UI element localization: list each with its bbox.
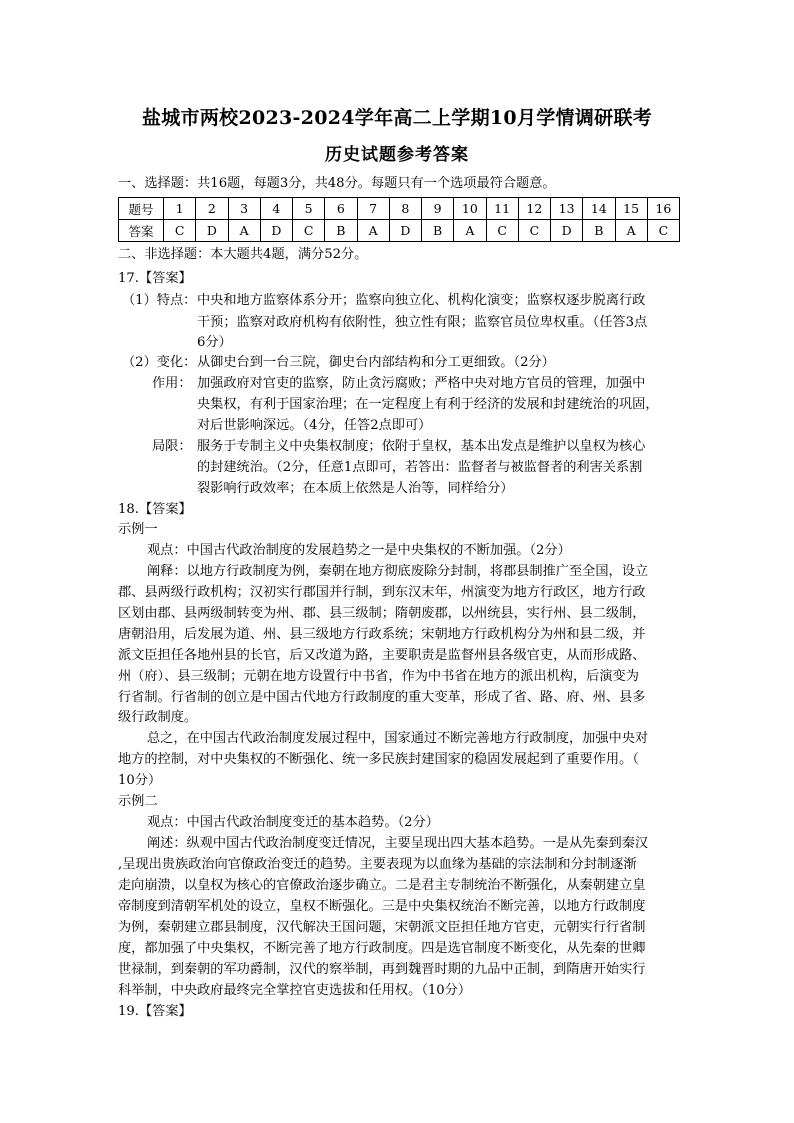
q17-part1-line: 干预；监察对政府机构有依附性，独立性有限；监察官员位卑权重。（任答3点: [197, 315, 648, 330]
question-number: 13: [551, 198, 583, 220]
q18-heading: 18.【答案】: [118, 502, 192, 517]
section-2-heading: 二、非选择题：本大题共4题，满分52分。: [118, 247, 368, 262]
answer-cell: B: [583, 220, 615, 242]
question-number: 14: [583, 198, 615, 220]
q18-example2-line: 度，都加强了中央集权，不断完善了地方行政制度。四是选官制度不断变化，从先秦的世卿: [118, 941, 646, 956]
q17-effect-line: 加强政府对官吏的监察，防止贪污腐败；严格中央对地方官员的管理，加强中: [197, 376, 646, 391]
table-row-label: 题号: [119, 198, 164, 220]
q18-example1-line: 州（府）、县三级制；元朝在地方设置行中书省，作为中书省在地方的派出机构，后演变为: [118, 669, 639, 684]
q18-example2-line: 帝制度到清朝军机处的设立，皇权不断强化。三是中央集权统治不断完善，以地方行政制度: [118, 899, 646, 914]
answer-cell: C: [647, 220, 679, 242]
question-number: 5: [293, 198, 325, 220]
answer-cell: A: [615, 220, 647, 242]
answer-cell: A: [357, 220, 389, 242]
q17-part2-line: 从御史台到一台三院，御史台内部结构和分工更细致。（2分）: [197, 355, 555, 370]
question-number: 11: [486, 198, 518, 220]
q18-example2-line: ,呈现出贵族政治向官僚政治变迁的趋势。主要表现为以血缘为基础的宗法制和分封制逐渐: [118, 857, 637, 872]
q17-limit-line: 裂影响行政效率；在本质上依然是人治等，同样给分）: [197, 481, 514, 496]
q18-example2-viewpoint: 观点：中国古代政治制度变迁的基本趋势。（2分）: [147, 815, 439, 830]
answer-cell: C: [486, 220, 518, 242]
answer-cell: D: [389, 220, 421, 242]
answer-cell: B: [422, 220, 454, 242]
q17-part1-line: 中央和地方监察体系分开；监察向独立化、机构化演变；监察权逐步脱离行政: [197, 293, 646, 308]
table-row-numbers: [119, 198, 680, 220]
q18-example1-line: 郡、县两级行政机构；汉初实行郡国并行制，到东汉末年，州演变为地方行政区，地方行政: [118, 585, 646, 600]
question-number: 2: [196, 198, 228, 220]
answer-cell: A: [454, 220, 486, 242]
q18-example1-summary-line: 总之，在中国古代政治制度发展过程中，国家通过不断完善地方行政制度，加强中央对: [147, 731, 649, 746]
question-number: 15: [615, 198, 647, 220]
q17-effect-label: 作用：: [152, 376, 192, 391]
question-number: 1: [164, 198, 196, 220]
q17-limit-label: 局限：: [152, 439, 192, 454]
q18-example1-line: 阐释：以地方行政制度为例，秦朝在地方彻底废除分封制，将郡县制推广至全国，设立: [147, 564, 649, 579]
q17-part1-label: （1）特点：: [122, 293, 197, 308]
answer-cell: B: [325, 220, 357, 242]
question-number: 8: [389, 198, 421, 220]
q18-example1-summary-line: 10分）: [118, 773, 162, 788]
section-1-heading: 一、选择题：共16题，每题3分，共48分。每题只有一个选项最符合题意。: [118, 176, 556, 191]
q18-example2-line: 科举制，中央政府最终完全掌控官吏选拔和任用权。（10分）: [118, 983, 472, 998]
q19-heading: 19.【答案】: [118, 1004, 192, 1019]
answer-table: [118, 197, 680, 242]
question-number: 16: [647, 198, 679, 220]
answer-cell: D: [260, 220, 292, 242]
answer-cell: D: [551, 220, 583, 242]
q18-example1-summary-line: 地方的控制，对中央集权的不断强化、统一多民族封建国家的稳固发展起到了重要作用。（: [118, 752, 639, 767]
question-number: 7: [357, 198, 389, 220]
q17-effect-line: 对后世影响深远。（4分，任答2点即可）: [197, 418, 432, 433]
q18-example2-line: 阐述：纵观中国古代政治制度变迁情况，主要呈现出四大基本趋势。一是从先秦到秦汉: [147, 836, 649, 851]
q18-example1-line: 级行政制度。: [118, 710, 198, 725]
answer-cell: C: [518, 220, 550, 242]
q18-example1-viewpoint: 观点：中国古代政治制度的发展趋势之一是中央集权的不断加强。（2分）: [147, 543, 571, 558]
answer-cell: D: [196, 220, 228, 242]
table-row-answers: [119, 220, 680, 242]
q18-example1-line: 唐朝沿用，后发展为道、州、县三级地方行政系统；宋朝地方行政机构分为州和县二级，并: [118, 627, 646, 642]
q18-example1-line: 行省制。行省制的创立是中国古代地方行政制度的重大变革，形成了省、路、府、州、县多: [118, 690, 646, 705]
q18-example1-line: 派文臣担任各地州县的长官，后又改道为路，主要职责是监督州县各级官吏，从而形成路、: [118, 648, 646, 663]
question-number: 12: [518, 198, 550, 220]
q17-part2-label: （2）变化：: [122, 355, 197, 370]
q17-part1-line: 6分）: [197, 335, 232, 350]
answer-cell: C: [293, 220, 325, 242]
question-number: 9: [422, 198, 454, 220]
q18-example2-line: 走向崩溃，以皇权为核心的官僚政治逐步确立。二是君主专制统治不断强化，从秦朝建立皇: [118, 878, 646, 893]
page-title: 盐城市两校2023-2024学年高二上学期10月学情调研联考: [141, 107, 653, 129]
q17-limit-line: 服务于专制主义中央集权制度；依附于皇权，基本出发点是维护以皇权为核心: [197, 439, 646, 454]
question-number: 6: [325, 198, 357, 220]
q18-example1-line: 区划由郡、县两级制转变为州、郡、县三级制；隋朝废郡，以州统县，实行州、县二级制，: [118, 606, 646, 621]
question-number: 4: [260, 198, 292, 220]
q18-example2-line: 为例，秦朝建立郡县制度，汉代解决王国问题，宋朝派文臣担任地方官吏，元朝实行行省制: [118, 920, 646, 935]
table-row-label: 答案: [119, 220, 164, 242]
answer-cell: A: [228, 220, 260, 242]
page-subtitle: 历史试题参考答案: [325, 145, 469, 165]
question-number: 3: [228, 198, 260, 220]
q17-limit-line: 的封建统治。（2分，任意1点即可，若答出：监督者与被监督者的利害关系割: [197, 460, 643, 475]
q18-example1-title: 示例一: [118, 522, 158, 537]
q18-example2-line: 世禄制，到秦朝的军功爵制，汉代的察举制，再到魏晋时期的九品中正制，到隋唐开始实行: [118, 962, 646, 977]
q17-heading: 17.【答案】: [118, 271, 192, 286]
q18-example2-title: 示例二: [118, 794, 158, 809]
question-number: 10: [454, 198, 486, 220]
answer-cell: C: [164, 220, 196, 242]
q17-effect-line: 央集权，有利于国家治理；在一定程度上有利于经济的发展和封建统治的巩固，: [197, 397, 659, 412]
